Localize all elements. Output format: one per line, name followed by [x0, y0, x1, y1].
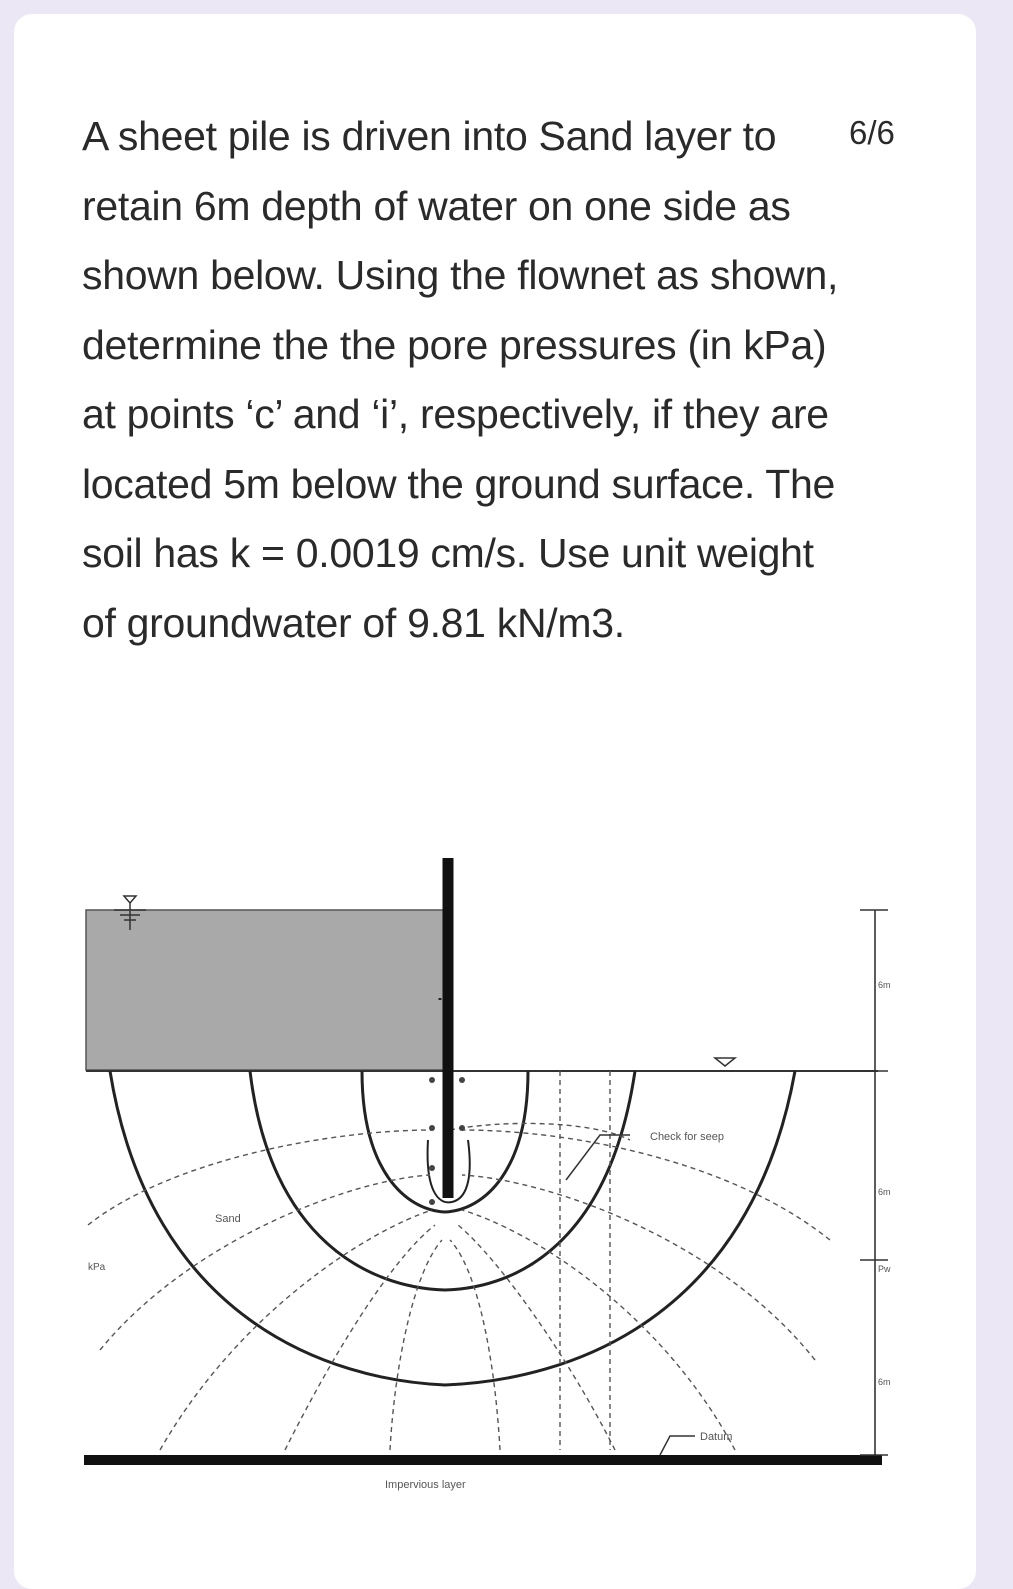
check-label: Check for seep: [650, 1131, 724, 1143]
equipotential-lines: [88, 1071, 830, 1450]
question-text: A sheet pile is driven into Sand layer to retain 6m depth of water on one side as shown below. Using the flownet as shown, determine the the pore pressures (in kPa) at points ‘c’ and ‘i’, respectively, if they are located 5m below the ground surface. The soil has k = 0.0019 cm/s. Use unit weight of groundwater of 9.81 kN/m3.: [82, 113, 839, 646]
dim-label-3: Pw: [878, 1264, 891, 1274]
points-badge: 6/6: [849, 114, 895, 151]
dim-label-2: 6m: [878, 1187, 891, 1197]
dim-label-1: 6m: [878, 980, 891, 990]
dim-label-4: 6m: [878, 1377, 891, 1387]
impervious-label: Impervious layer: [385, 1479, 466, 1491]
water-body: [86, 910, 444, 1070]
kpa-label: kPa: [88, 1262, 106, 1273]
dimension-line: [860, 910, 888, 1455]
datum-label: Datum: [700, 1431, 733, 1443]
sand-label: Sand: [215, 1213, 241, 1225]
flownet-figure: [70, 840, 900, 1500]
water-table-icon-right: [715, 1058, 735, 1066]
datum-leader: [660, 1436, 695, 1455]
